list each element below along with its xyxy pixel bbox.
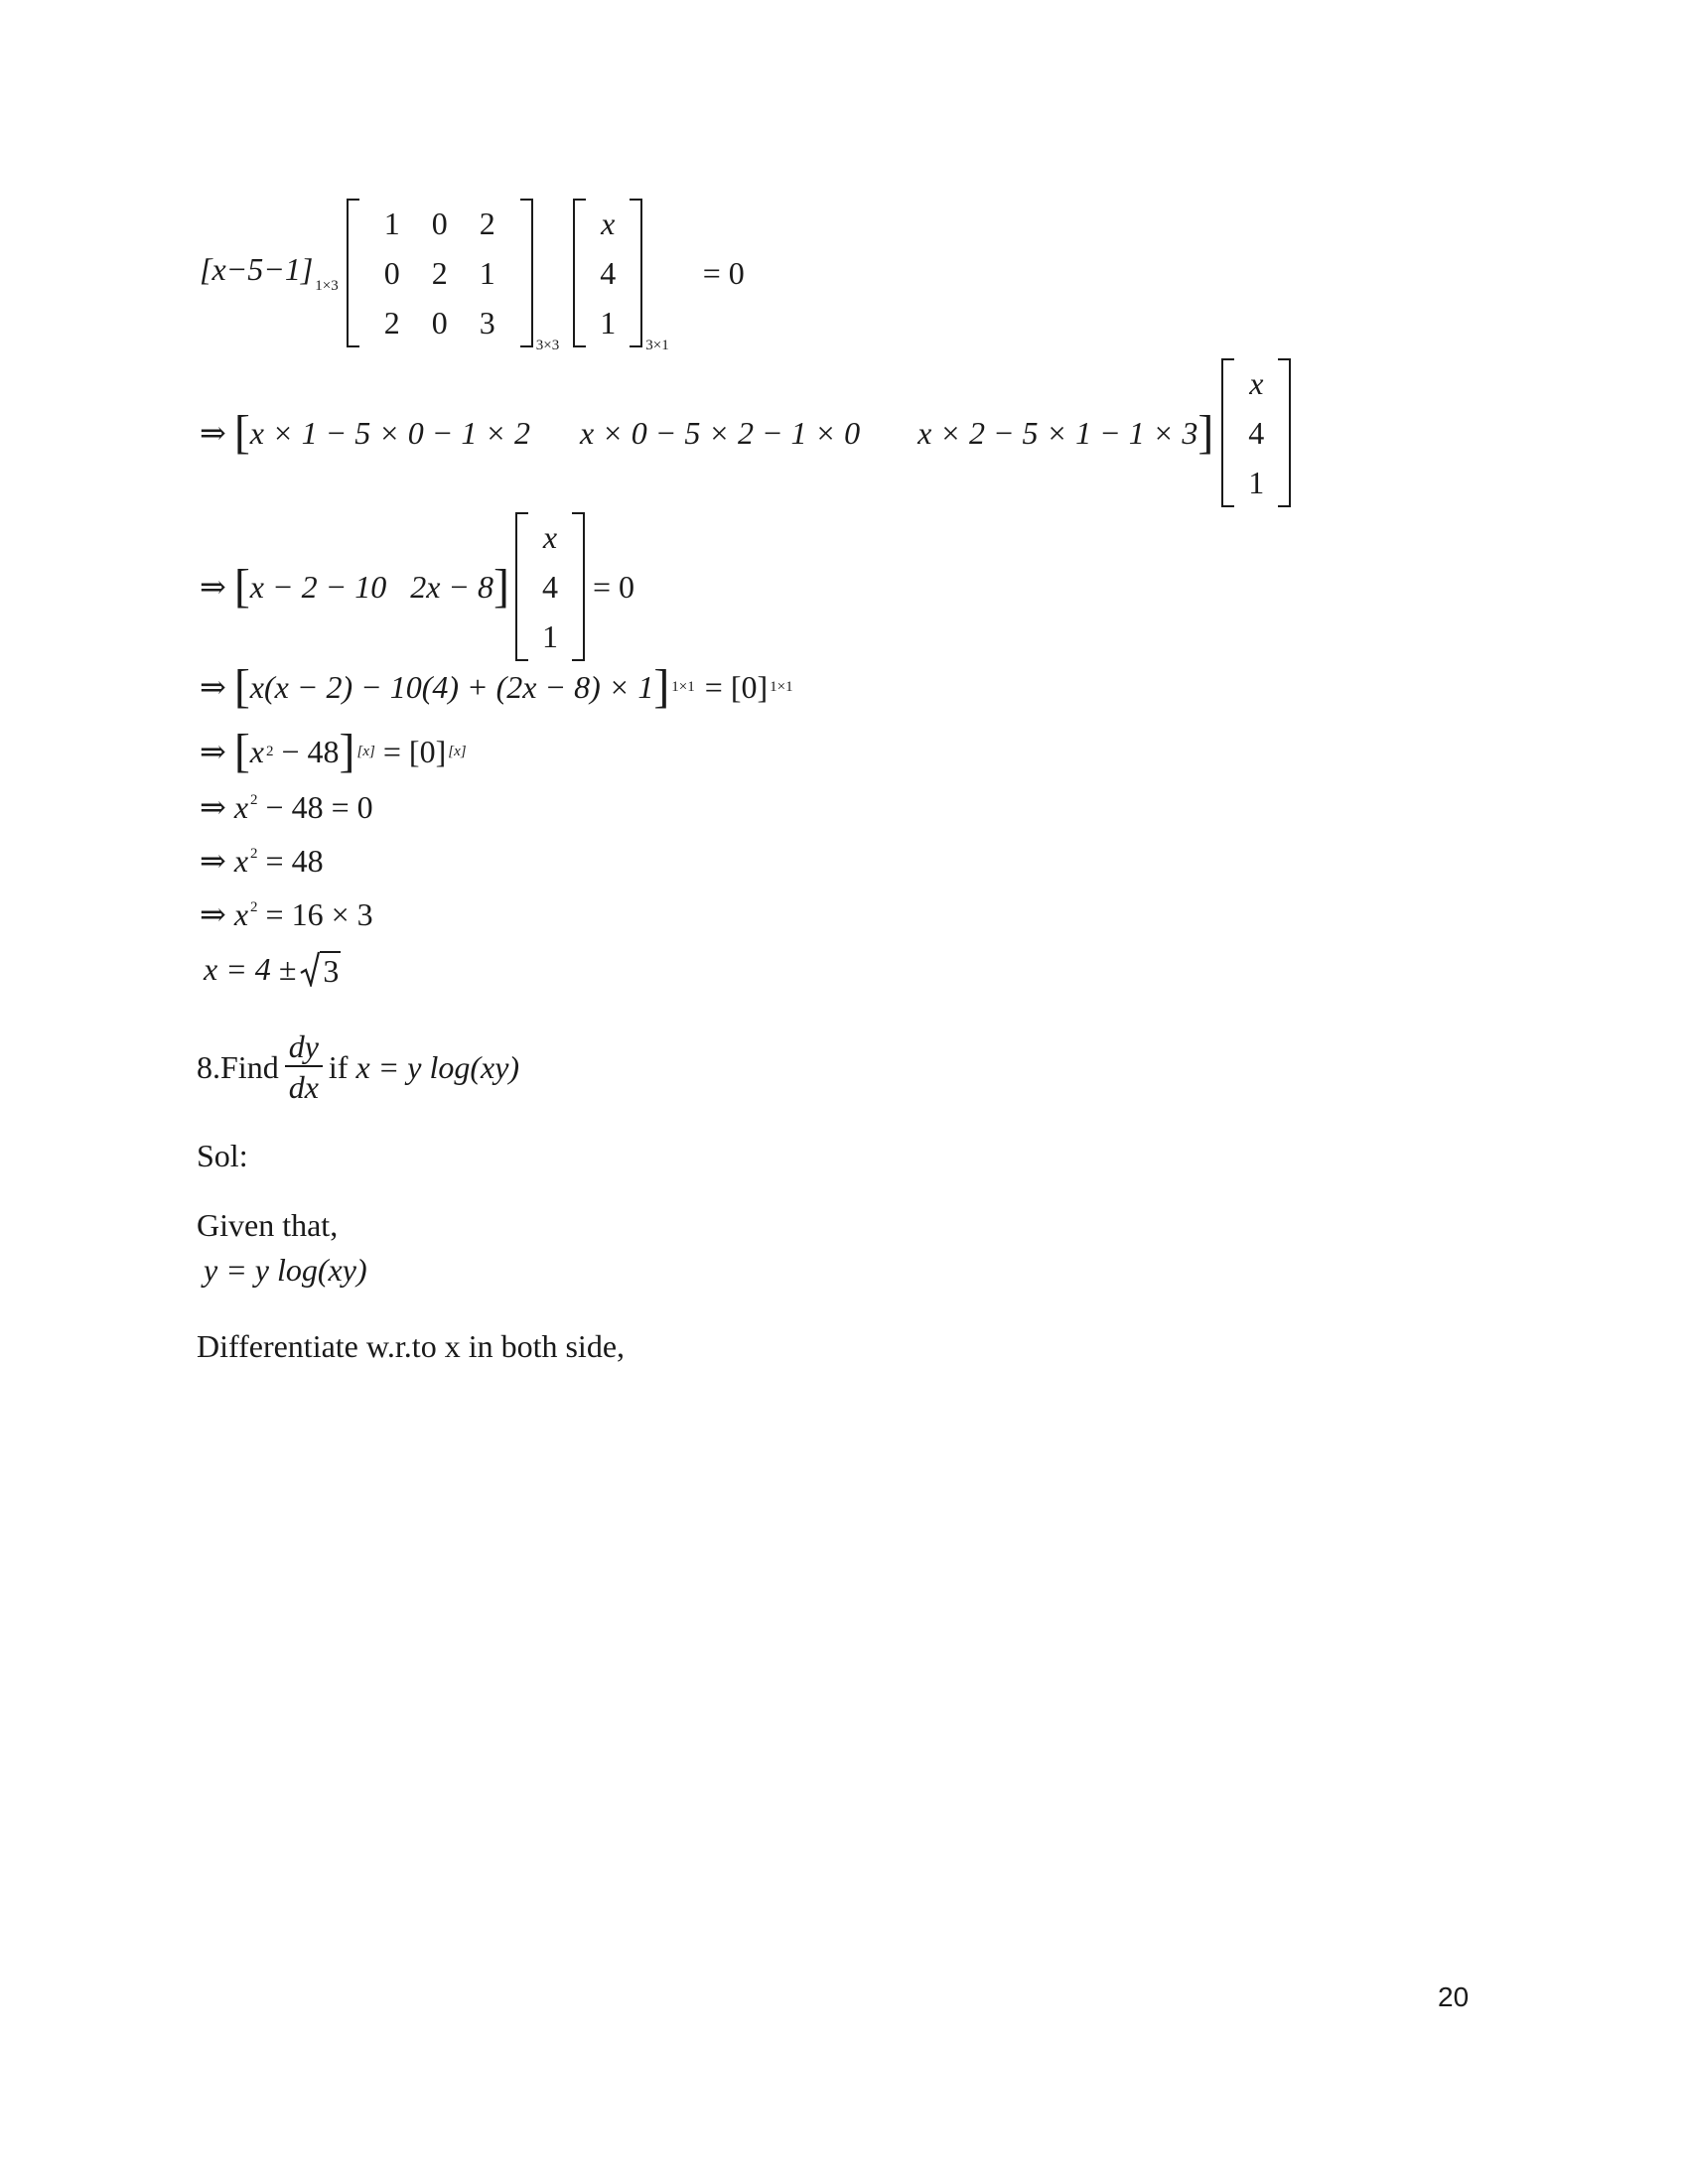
matrix-cell: 4 bbox=[1248, 415, 1265, 451]
matrix-cell: 1 bbox=[479, 255, 495, 291]
matrix-cell: 1 bbox=[383, 205, 400, 241]
matrix-cell: x bbox=[1249, 365, 1264, 401]
equation-simplified-row: ⇒ [ x − 2 − 10 2x − 8 ] x 4 1 = 0 bbox=[200, 512, 634, 661]
differentiate-text: Differentiate w.r.to x in both side, bbox=[197, 1328, 626, 1364]
matrix-cell: 3 bbox=[479, 305, 495, 341]
rhs-zero: = 0 bbox=[702, 255, 745, 291]
entry-1: x × 1 − 5 × 0 − 1 × 2 bbox=[249, 415, 530, 451]
equation-line-6: ⇒ x $^2$ − 48 = 0 bbox=[200, 789, 373, 825]
matrix-a bbox=[347, 199, 533, 347]
square-root: 3 bbox=[300, 951, 341, 987]
matrix-cell: 4 bbox=[600, 255, 617, 291]
equation-line-8: ⇒ x $^2$ = 16 × 3 bbox=[200, 896, 373, 932]
equation-line-5: ⇒ [ x 2 − 48 ] [x] = [0] [x] bbox=[200, 725, 467, 777]
equation-line-7: ⇒ x $^2$ = 48 bbox=[200, 843, 324, 879]
implies-arrow: ⇒ bbox=[200, 415, 226, 451]
matrix-cell: 4 bbox=[541, 569, 558, 605]
given-label: Given that, bbox=[197, 1207, 339, 1243]
question-condition: x = y log(xy) bbox=[355, 1048, 520, 1085]
implies-arrow: ⇒ bbox=[200, 569, 226, 605]
expression: x(x − 2) − 10(4) + (2x − 8) × 1 bbox=[249, 669, 654, 705]
equation-line-4: ⇒ [ x(x − 2) − 10(4) + (2x − 8) × 1 ] 1×1 = [0] 1×1 bbox=[200, 660, 793, 713]
matrix-cell: 2 bbox=[479, 205, 495, 241]
equation-expanded-row: ⇒ [ x × 1 − 5 × 0 − 1 × 2 x × 0 − 5 × 2 − 1 × 0 x × 2 − 5 × 1 − 1 × 3 ] x 4 1 bbox=[200, 358, 1291, 507]
rhs: = [0] bbox=[704, 669, 769, 705]
matrix-cell: 1 bbox=[1248, 465, 1265, 500]
matrix-cell: x bbox=[542, 519, 558, 555]
page-number: 20 bbox=[1438, 1981, 1470, 2012]
sol-label: Sol: bbox=[197, 1138, 248, 1173]
matrix-cell: 2 bbox=[383, 305, 400, 341]
vector-b bbox=[1221, 358, 1291, 507]
radical-sign-icon bbox=[300, 951, 320, 987]
matrix-cell: 1 bbox=[600, 305, 617, 341]
vector-b-size: 3×1 bbox=[645, 338, 669, 353]
matrix-cell: 0 bbox=[431, 205, 448, 241]
equation-solution: x = 4 ± 3 bbox=[204, 951, 340, 989]
equation-matrix-product bbox=[200, 199, 745, 353]
vector-b bbox=[573, 199, 642, 347]
given-equation: y = y log(xy) bbox=[204, 1252, 367, 1288]
matrix-cell: 1 bbox=[541, 618, 558, 654]
matrix-cell: 0 bbox=[383, 255, 400, 291]
rhs-zero: = 0 bbox=[592, 569, 635, 605]
entry-2: x × 0 − 5 × 2 − 1 × 0 bbox=[579, 415, 861, 451]
matrix-a-size: 3×3 bbox=[535, 338, 560, 353]
row-entries: x − 2 − 10 2x − 8 bbox=[249, 569, 493, 605]
vector-b bbox=[515, 512, 585, 661]
matrix-cell: 0 bbox=[431, 305, 448, 341]
rhs: = [0] bbox=[382, 734, 447, 769]
question-8: 8.Find $\frac{dy}{dx}$ if x = y log(xy) bbox=[197, 1028, 520, 1105]
fraction-dy-dx: $\frac{dy}{dx}$ bbox=[285, 1030, 323, 1103]
matrix-cell: 2 bbox=[431, 255, 448, 291]
matrix-cell: x bbox=[601, 205, 616, 241]
entry-3: x × 2 − 5 × 1 − 1 × 3 bbox=[917, 415, 1198, 451]
row-vector: [x−5−1] $_{1\times 3}$ bbox=[200, 250, 339, 294]
